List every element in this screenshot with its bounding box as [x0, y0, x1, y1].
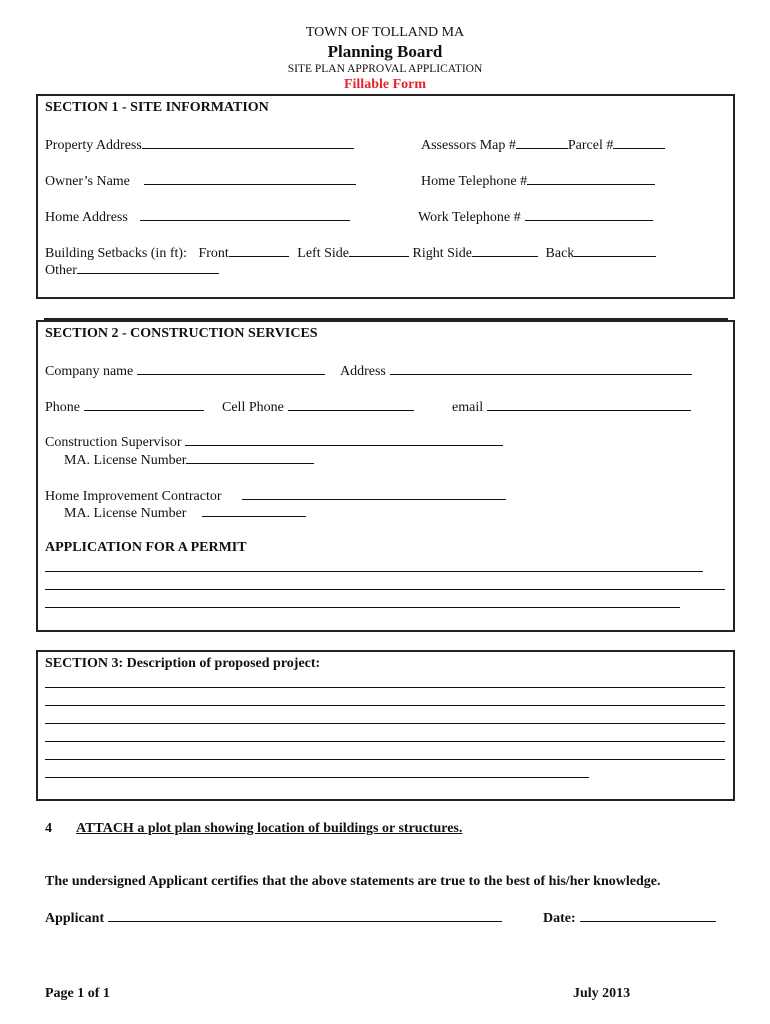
date-label: Date:: [543, 911, 576, 926]
ma-license-1-blank[interactable]: [186, 451, 314, 464]
home-improvement-label: Home Improvement Contractor: [45, 489, 222, 504]
parcel-blank[interactable]: [613, 136, 665, 149]
section-3-box: [36, 650, 735, 801]
email-blank[interactable]: [487, 398, 691, 411]
other-field[interactable]: [45, 261, 219, 279]
ma-license-2-blank[interactable]: [202, 504, 306, 517]
cell-phone-field[interactable]: [222, 398, 414, 416]
home-telephone-blank[interactable]: [527, 172, 655, 185]
company-address-blank[interactable]: [390, 362, 692, 375]
assessors-map-field[interactable]: [421, 136, 665, 154]
home-telephone-field[interactable]: [421, 172, 655, 190]
construction-supervisor-blank[interactable]: [185, 433, 503, 446]
attach-number: 4: [45, 821, 52, 836]
form-title: SITE PLAN APPROVAL APPLICATION: [287, 63, 483, 75]
description-line-4[interactable]: [45, 741, 725, 742]
company-name-blank[interactable]: [137, 362, 325, 375]
home-address-label: Home Address: [45, 210, 128, 225]
attach-instruction: ATTACH a plot plan showing location of buildings or structures.: [76, 821, 463, 836]
company-name-field[interactable]: [45, 362, 325, 380]
phone-field[interactable]: [45, 398, 204, 416]
right-side-blank[interactable]: [472, 244, 538, 257]
back-blank[interactable]: [574, 244, 656, 257]
work-telephone-label: Work Telephone #: [418, 210, 521, 225]
cell-phone-label: Cell Phone: [222, 400, 284, 415]
assessors-map-label: Assessors Map #: [421, 138, 516, 153]
permit-line-1[interactable]: [45, 571, 703, 572]
permit-line-3[interactable]: [45, 607, 680, 608]
phone-label: Phone: [45, 400, 80, 415]
company-address-field[interactable]: [340, 362, 692, 380]
parcel-label: Parcel #: [567, 138, 614, 153]
ma-license-1-label: MA. License Number: [64, 453, 187, 468]
setbacks-label: Building Setbacks (in ft):: [45, 246, 187, 261]
revision-date: July 2013: [573, 986, 631, 1001]
certification-statement: The undersigned Applicant certifies that the above statements are true to the best of his/her knowledge.: [45, 874, 661, 889]
page-number: Page 1 of 1: [45, 986, 110, 1001]
date-blank[interactable]: [580, 909, 716, 922]
construction-supervisor-field[interactable]: [45, 433, 503, 451]
permit-title: APPLICATION FOR A PERMIT: [45, 540, 247, 555]
email-label: email: [452, 400, 484, 415]
permit-line-2[interactable]: [45, 589, 725, 590]
home-improvement-blank[interactable]: [242, 487, 506, 500]
right-side-label: Right Side: [412, 246, 473, 261]
property-address-field[interactable]: [45, 136, 354, 154]
company-address-label: Address: [340, 364, 386, 379]
board-name: Planning Board: [327, 42, 443, 61]
ma-license-2-label: MA. License Number: [64, 506, 187, 521]
back-label: Back: [545, 246, 575, 261]
section-1-title: SECTION 1 - SITE INFORMATION: [45, 100, 269, 115]
applicant-signature-field[interactable]: [45, 909, 502, 927]
left-side-blank[interactable]: [349, 244, 409, 257]
work-telephone-blank[interactable]: [525, 208, 653, 221]
description-line-1[interactable]: [45, 687, 725, 688]
description-line-5[interactable]: [45, 759, 725, 760]
ma-license-2-field[interactable]: [64, 504, 306, 522]
applicant-label: Applicant: [45, 911, 105, 926]
property-address-blank[interactable]: [142, 136, 354, 149]
description-line-2[interactable]: [45, 705, 725, 706]
construction-supervisor-label: Construction Supervisor: [45, 435, 182, 450]
ma-license-1-field[interactable]: [64, 451, 314, 469]
home-telephone-label: Home Telephone #: [421, 174, 528, 189]
property-address-label: Property Address: [45, 138, 142, 153]
home-address-blank[interactable]: [140, 208, 350, 221]
owners-name-field[interactable]: [45, 172, 356, 190]
home-improvement-field[interactable]: [45, 487, 506, 505]
front-label: Front: [198, 246, 229, 261]
other-blank[interactable]: [77, 261, 219, 274]
town-name: TOWN OF TOLLAND MA: [305, 25, 465, 40]
other-label: Other: [45, 263, 77, 278]
left-side-label: Left Side: [297, 246, 349, 261]
applicant-signature-blank[interactable]: [108, 909, 502, 922]
date-field[interactable]: [543, 909, 716, 927]
work-telephone-field[interactable]: [418, 208, 653, 226]
cell-phone-blank[interactable]: [288, 398, 414, 411]
description-line-3[interactable]: [45, 723, 725, 724]
fillable-form-label: Fillable Form: [343, 77, 427, 92]
section-2-title: SECTION 2 - CONSTRUCTION SERVICES: [45, 326, 318, 341]
email-field[interactable]: [452, 398, 691, 416]
company-name-label: Company name: [45, 364, 134, 379]
section-3-title: SECTION 3: Description of proposed project:: [45, 656, 321, 671]
owners-name-label: Owner’s Name: [45, 174, 130, 189]
home-address-field[interactable]: [45, 208, 350, 226]
description-line-6[interactable]: [45, 777, 589, 778]
building-setbacks-field[interactable]: [45, 244, 656, 262]
front-blank[interactable]: [229, 244, 289, 257]
assessors-map-blank[interactable]: [516, 136, 568, 149]
phone-blank[interactable]: [84, 398, 204, 411]
owners-name-blank[interactable]: [144, 172, 356, 185]
